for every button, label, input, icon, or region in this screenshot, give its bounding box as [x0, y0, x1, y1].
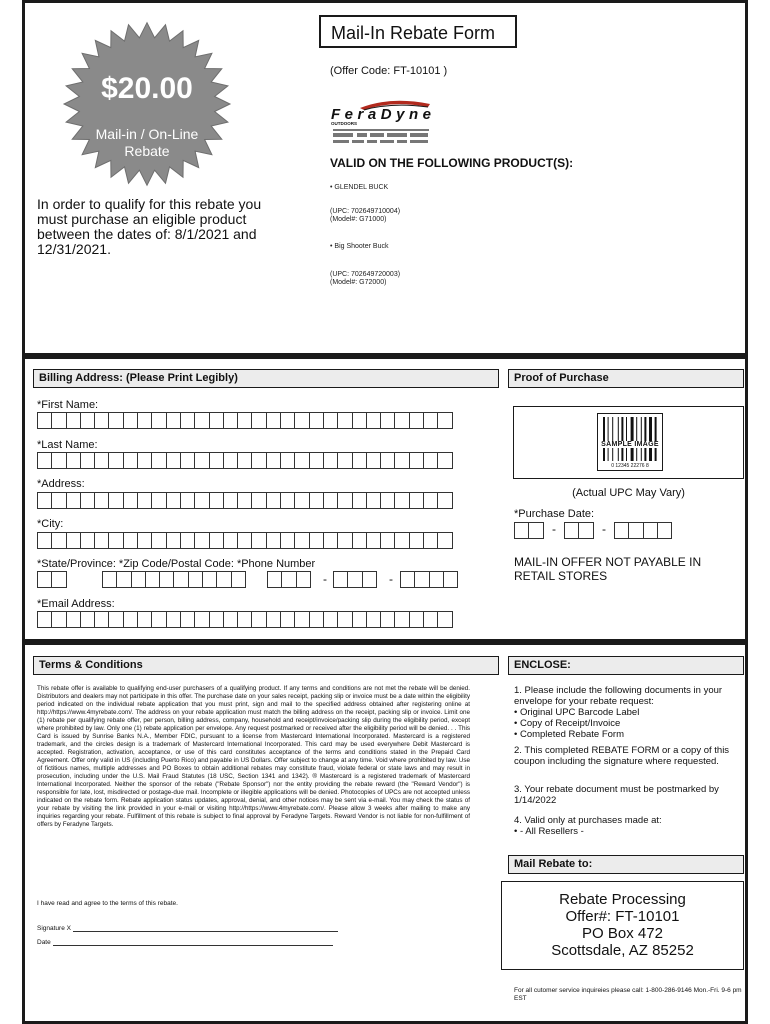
mail-line-2: Offer#: FT-10101 [565, 908, 680, 925]
input-cell[interactable] [166, 452, 181, 469]
input-cell[interactable] [266, 532, 281, 549]
mail-line-4: Scottsdale, AZ 85252 [551, 942, 694, 959]
input-cell[interactable] [409, 492, 424, 509]
actual-upc-note: (Actual UPC May Vary) [572, 487, 685, 499]
input-cell[interactable] [628, 522, 643, 539]
input-cell[interactable] [294, 611, 309, 628]
input-cell[interactable] [51, 532, 66, 549]
input-cell[interactable] [380, 611, 395, 628]
rebate-amount: $20.00 [101, 72, 193, 105]
input-cell[interactable] [209, 412, 224, 429]
input-cell[interactable] [423, 492, 438, 509]
input-cell[interactable] [394, 492, 409, 509]
input-cell[interactable] [37, 412, 52, 429]
feradyne-logo-image [330, 98, 435, 148]
input-cell[interactable] [414, 571, 429, 588]
input-cell[interactable] [362, 571, 377, 588]
sample-image-label: SAMPLE IMAGE [598, 441, 662, 448]
input-cell[interactable] [80, 611, 95, 628]
input-cell[interactable] [37, 492, 52, 509]
form-title: Mail-In Rebate Form [319, 15, 517, 48]
input-cell[interactable] [51, 492, 66, 509]
purchase-date-label: *Purchase Date: [514, 508, 595, 520]
input-cell[interactable] [151, 412, 166, 429]
last-name-field[interactable] [37, 452, 452, 469]
address-label: *Address: [37, 478, 85, 490]
input-cell[interactable] [94, 611, 109, 628]
input-cell[interactable] [352, 611, 367, 628]
valid-products-heading: VALID ON THE FOLLOWING PRODUCT(S): [330, 156, 574, 170]
date-line[interactable] [37, 939, 333, 946]
input-cell[interactable] [337, 412, 352, 429]
input-cell[interactable] [180, 611, 195, 628]
input-cell[interactable] [159, 571, 174, 588]
input-cell[interactable] [429, 571, 444, 588]
input-cell[interactable] [166, 532, 181, 549]
input-cell[interactable] [280, 492, 295, 509]
date-dash-1: - [552, 522, 556, 536]
input-cell[interactable] [80, 532, 95, 549]
input-cell[interactable] [337, 532, 352, 549]
date-rule[interactable] [53, 940, 333, 946]
purchase-month-field[interactable] [514, 522, 543, 539]
input-cell[interactable] [137, 452, 152, 469]
enclose-header: ENCLOSE: [508, 656, 744, 675]
input-cell[interactable] [564, 522, 579, 539]
rebate-type-line2: Rebate [124, 143, 170, 159]
input-cell[interactable] [66, 611, 81, 628]
product-2-upc: (UPC: 702649720003) [330, 271, 401, 278]
input-cell[interactable] [123, 611, 138, 628]
input-cell[interactable] [380, 412, 395, 429]
enclose-list-item: • Original UPC Barcode Label [514, 707, 640, 718]
input-cell[interactable] [94, 412, 109, 429]
input-cell[interactable] [323, 412, 338, 429]
mail-header: Mail Rebate to: [508, 855, 744, 874]
input-cell[interactable] [151, 611, 166, 628]
input-cell[interactable] [366, 532, 381, 549]
email-label: *Email Address: [37, 598, 115, 610]
input-cell[interactable] [194, 412, 209, 429]
input-cell[interactable] [166, 412, 181, 429]
input-cell[interactable] [657, 522, 672, 539]
input-cell[interactable] [194, 452, 209, 469]
input-cell[interactable] [614, 522, 629, 539]
input-cell[interactable] [216, 571, 231, 588]
input-cell[interactable] [366, 412, 381, 429]
input-cell[interactable] [251, 532, 266, 549]
city-label: *City: [37, 518, 64, 530]
input-cell[interactable] [194, 611, 209, 628]
input-cell[interactable] [116, 571, 131, 588]
input-cell[interactable] [237, 611, 252, 628]
input-cell[interactable] [352, 492, 367, 509]
input-cell[interactable] [102, 571, 117, 588]
input-cell[interactable] [137, 532, 152, 549]
input-cell[interactable] [366, 611, 381, 628]
agree-statement: I have read and agree to the terms of this rebate. [37, 900, 178, 907]
email-field[interactable] [37, 611, 452, 628]
product-1-model: (Model#: G71000) [330, 216, 387, 223]
input-cell[interactable] [123, 412, 138, 429]
input-cell[interactable] [266, 492, 281, 509]
input-cell[interactable] [280, 532, 295, 549]
input-cell[interactable] [137, 492, 152, 509]
last-name-label: *Last Name: [37, 439, 98, 451]
input-cell[interactable] [280, 412, 295, 429]
enclose-list-item: • Copy of Receipt/Invoice [514, 718, 621, 729]
input-cell[interactable] [94, 492, 109, 509]
input-cell[interactable] [37, 611, 52, 628]
not-payable-notice: MAIL-IN OFFER NOT PAYABLE IN RETAIL STORES [514, 555, 702, 583]
input-cell[interactable] [400, 571, 415, 588]
mail-line-3: PO Box 472 [582, 925, 663, 942]
first-name-field[interactable] [37, 412, 452, 429]
logo-subtext: OUTDOORS [331, 121, 358, 126]
input-cell[interactable] [294, 452, 309, 469]
input-cell[interactable] [237, 452, 252, 469]
input-cell[interactable] [643, 522, 658, 539]
input-cell[interactable] [380, 452, 395, 469]
input-cell[interactable] [37, 452, 52, 469]
product-1-upc: (UPC: 702649710004) [330, 208, 401, 215]
input-cell[interactable] [80, 492, 95, 509]
section-divider-1 [24, 354, 745, 359]
input-cell[interactable] [366, 492, 381, 509]
rebate-type-line1: Mail-in / On-Line [95, 126, 199, 142]
input-cell[interactable] [108, 452, 123, 469]
input-cell[interactable] [180, 532, 195, 549]
proof-header: Proof of Purchase [508, 369, 744, 388]
input-cell[interactable] [514, 522, 529, 539]
input-cell[interactable] [323, 611, 338, 628]
input-cell[interactable] [337, 492, 352, 509]
input-cell[interactable] [337, 611, 352, 628]
terms-header: Terms & Conditions [33, 656, 499, 675]
input-cell[interactable] [528, 522, 543, 539]
city-field[interactable] [37, 532, 452, 549]
billing-header: Billing Address: (Please Print Legibly) [33, 369, 499, 388]
input-cell[interactable] [394, 532, 409, 549]
input-cell[interactable] [173, 571, 188, 588]
input-cell[interactable] [409, 532, 424, 549]
input-cell[interactable] [309, 611, 324, 628]
input-cell[interactable] [251, 611, 266, 628]
state-field[interactable] [37, 571, 66, 588]
signature-line[interactable] [37, 925, 338, 932]
input-cell[interactable] [251, 452, 266, 469]
input-cell[interactable] [66, 532, 81, 549]
barcode-sample [597, 413, 663, 471]
input-cell[interactable] [66, 492, 81, 509]
input-cell[interactable] [80, 452, 95, 469]
input-cell[interactable] [380, 532, 395, 549]
input-cell[interactable] [209, 611, 224, 628]
input-cell[interactable] [352, 532, 367, 549]
input-cell[interactable] [188, 571, 203, 588]
input-cell[interactable] [37, 571, 52, 588]
purchase-year-field[interactable] [614, 522, 671, 539]
input-cell[interactable] [209, 532, 224, 549]
product-1-name: • GLENDEL BUCK [330, 184, 389, 191]
zip-field[interactable] [102, 571, 245, 588]
offer-code: (Offer Code: FT-10101 ) [330, 65, 448, 77]
input-cell[interactable] [151, 492, 166, 509]
input-cell[interactable] [394, 452, 409, 469]
input-cell[interactable] [123, 452, 138, 469]
input-cell[interactable] [166, 492, 181, 509]
input-cell[interactable] [437, 452, 452, 469]
input-cell[interactable] [209, 492, 224, 509]
input-cell[interactable] [423, 412, 438, 429]
input-cell[interactable] [209, 452, 224, 469]
input-cell[interactable] [123, 492, 138, 509]
input-cell[interactable] [80, 412, 95, 429]
date-dash-2: - [602, 522, 606, 536]
input-cell[interactable] [194, 492, 209, 509]
input-cell[interactable] [231, 571, 246, 588]
input-cell[interactable] [223, 532, 238, 549]
input-cell[interactable] [423, 532, 438, 549]
input-cell[interactable] [108, 492, 123, 509]
input-cell[interactable] [281, 571, 296, 588]
input-cell[interactable] [108, 532, 123, 549]
input-cell[interactable] [394, 412, 409, 429]
signature-rule[interactable] [73, 926, 338, 932]
input-cell[interactable] [51, 611, 66, 628]
input-cell[interactable] [180, 452, 195, 469]
input-cell[interactable] [309, 492, 324, 509]
feradyne-logo [330, 98, 435, 148]
rebate-type [54, 126, 240, 160]
qualify-text: In order to qualify for this rebate you must purchase an eligible product between the dates of: 8/1/2021 and 12/31/2021. [37, 196, 262, 257]
input-cell[interactable] [94, 452, 109, 469]
input-cell[interactable] [333, 571, 348, 588]
input-cell[interactable] [194, 532, 209, 549]
phone-dash-2: - [389, 572, 393, 586]
phone-prefix-field[interactable] [333, 571, 376, 588]
proof-sample-box [513, 406, 744, 479]
input-cell[interactable] [323, 452, 338, 469]
input-cell[interactable] [409, 452, 424, 469]
logo-wordmark: FeraDyne [331, 106, 431, 123]
input-cell[interactable] [223, 492, 238, 509]
input-cell[interactable] [352, 412, 367, 429]
enclose-item-3: 3. Your rebate document must be postmarked by 1/14/2022 [514, 784, 719, 806]
mail-line-1: Rebate Processing [559, 891, 686, 908]
input-cell[interactable] [266, 452, 281, 469]
input-cell[interactable] [409, 611, 424, 628]
phone-line-field[interactable] [400, 571, 457, 588]
input-cell[interactable] [94, 532, 109, 549]
input-cell[interactable] [108, 611, 123, 628]
input-cell[interactable] [237, 492, 252, 509]
input-cell[interactable] [202, 571, 217, 588]
input-cell[interactable] [137, 412, 152, 429]
input-cell[interactable] [223, 611, 238, 628]
input-cell[interactable] [394, 611, 409, 628]
input-cell[interactable] [223, 452, 238, 469]
input-cell[interactable] [352, 452, 367, 469]
enclose-item-4-text: 4. Valid only at purchases made at: [514, 815, 662, 826]
input-cell[interactable] [151, 452, 166, 469]
section-divider-2 [24, 639, 745, 644]
input-cell[interactable] [347, 571, 362, 588]
product-2-name: • Big Shooter Buck [330, 243, 389, 250]
input-cell[interactable] [266, 611, 281, 628]
enclose-item-4 [514, 815, 744, 837]
input-cell[interactable] [166, 611, 181, 628]
input-cell[interactable] [294, 532, 309, 549]
input-cell[interactable] [131, 571, 146, 588]
input-cell[interactable] [51, 452, 66, 469]
input-cell[interactable] [266, 412, 281, 429]
state-zip-phone-label: *State/Province: *Zip Code/Postal Code: *Phone Number [37, 558, 316, 570]
input-cell[interactable] [123, 532, 138, 549]
input-cell[interactable] [437, 412, 452, 429]
input-cell[interactable] [237, 412, 252, 429]
input-cell[interactable] [180, 492, 195, 509]
enclose-item-2: 2. This completed REBATE FORM or a copy of this coupon including the signature where requested. [514, 745, 730, 767]
input-cell[interactable] [237, 532, 252, 549]
input-cell[interactable] [323, 532, 338, 549]
input-cell[interactable] [66, 452, 81, 469]
phone-dash-1: - [323, 572, 327, 586]
purchase-day-field[interactable] [564, 522, 593, 539]
input-cell[interactable] [337, 452, 352, 469]
rebate-starburst [54, 20, 240, 188]
input-cell[interactable] [51, 571, 66, 588]
input-cell[interactable] [437, 611, 452, 628]
input-cell[interactable] [296, 571, 311, 588]
input-cell[interactable] [137, 611, 152, 628]
terms-body: This rebate offer is available to qualifying end-user purchasers of a qualifying product. If any terms and conditions are not met the rebate will be denied. Distributors and dealers may not participate in this offer. The purchase date on your sales receipt, packing slip or invoice must be a date within the eligibility period indicated on the individual rebate application that you must print, sign and mail to the specified address obtained after registering online at http://https://www.4myrebate.com/. The address on your rebate application must match the billing address on the receipt, packing slip or invoice. Limit one (1) rebate per qualifying rebate offer, per person, billing address, company, household and receipt/invoice/packing slip during the eligibility period, except where prohibited by law. Only one (1) rebate application per envelope. Any request postmarked or received after the eligibility period will be denied. . . This Card is issued by Sunrise Banks N.A., Member FDIC, pursuant to a license from Mastercard International Incorporated. Mastercard is a registered trademark, and the circles design is a trademark of Mastercard International Incorporated. This card may be used everywhere Debit Mastercard is accepted. Registration, activation, acceptance, or use of this card constitutes acceptance of the terms and conditions stated in the Prepaid Card Agreement. Offer only valid in US (including Puerto Rico) and payable in US Dollars. Offer subject to change at any time. Void where prohibited by law. Use of fictitious names, multiple addresses and PO Boxes to obtain additional rebates may constitute fraud, violate federal or state laws and may result in prosecution, including under the U.S. Mail Fraud Statutes (18 USC, Section 1341 and 1342). ® Mastercard is a registered trademark of Mastercard International Incorporated. Neither the sponsor of the rebate ("Rebate Sponsor") nor the entity providing the rebate reward (the "Reward Vendor") is responsible for late, lost, misdirected or postage-due mail. Incomplete or illegible applications will be denied. Photocopies of UPCs are not accepted unless indicated on the rebate form. Rebate application status updates, approval, denial, and other notices may be sent via e-mail. You may check the status of your rebate by visiting the link provided in your e-mail or visiting http://https://www.4myrebate.com/. Please allow 3 weeks after mailing to make any inquiries regarding your rebate. Fulfillment of this rebate is subject to final approval by Feradyne Targets. Reward Vendor is not liable for non-fulfillment of offers by Feradyne Targets. [37, 685, 470, 828]
input-cell[interactable] [309, 452, 324, 469]
input-cell[interactable] [267, 571, 282, 588]
input-cell[interactable] [366, 452, 381, 469]
input-cell[interactable] [51, 412, 66, 429]
barcode-numbers: 0 12345 22276 8 [611, 463, 649, 469]
input-cell[interactable] [151, 532, 166, 549]
input-cell[interactable] [294, 492, 309, 509]
input-cell[interactable] [578, 522, 593, 539]
input-cell[interactable] [145, 571, 160, 588]
product-2-model: (Model#: G72000) [330, 279, 387, 286]
address-field[interactable] [37, 492, 452, 509]
input-cell[interactable] [423, 452, 438, 469]
input-cell[interactable] [409, 412, 424, 429]
input-cell[interactable] [437, 532, 452, 549]
input-cell[interactable] [251, 412, 266, 429]
phone-area-field[interactable] [267, 571, 310, 588]
input-cell[interactable] [280, 452, 295, 469]
input-cell[interactable] [380, 492, 395, 509]
signature-label: Signature X [37, 925, 71, 932]
input-cell[interactable] [294, 412, 309, 429]
input-cell[interactable] [443, 571, 458, 588]
enclose-item-1-text: 1. Please include the following documents in your envelope for your rebate request: [514, 685, 723, 707]
input-cell[interactable] [37, 532, 52, 549]
input-cell[interactable] [280, 611, 295, 628]
input-cell[interactable] [323, 492, 338, 509]
mail-address-box [501, 881, 744, 970]
enclose-item-4-sub: • - All Resellers - [514, 826, 584, 837]
first-name-label: *First Name: [37, 399, 99, 411]
input-cell[interactable] [180, 412, 195, 429]
input-cell[interactable] [223, 412, 238, 429]
input-cell[interactable] [251, 492, 266, 509]
input-cell[interactable] [66, 412, 81, 429]
input-cell[interactable] [309, 412, 324, 429]
enclose-list-item: • Completed Rebate Form [514, 729, 624, 740]
date-label: Date [37, 939, 51, 946]
input-cell[interactable] [309, 532, 324, 549]
enclose-item-1 [514, 685, 744, 740]
input-cell[interactable] [437, 492, 452, 509]
customer-service-note: For all cutomer service inquireies please call: 1-800-286-9146 Mon.-Fri. 9-6 pm EST [514, 987, 742, 1002]
input-cell[interactable] [423, 611, 438, 628]
input-cell[interactable] [108, 412, 123, 429]
